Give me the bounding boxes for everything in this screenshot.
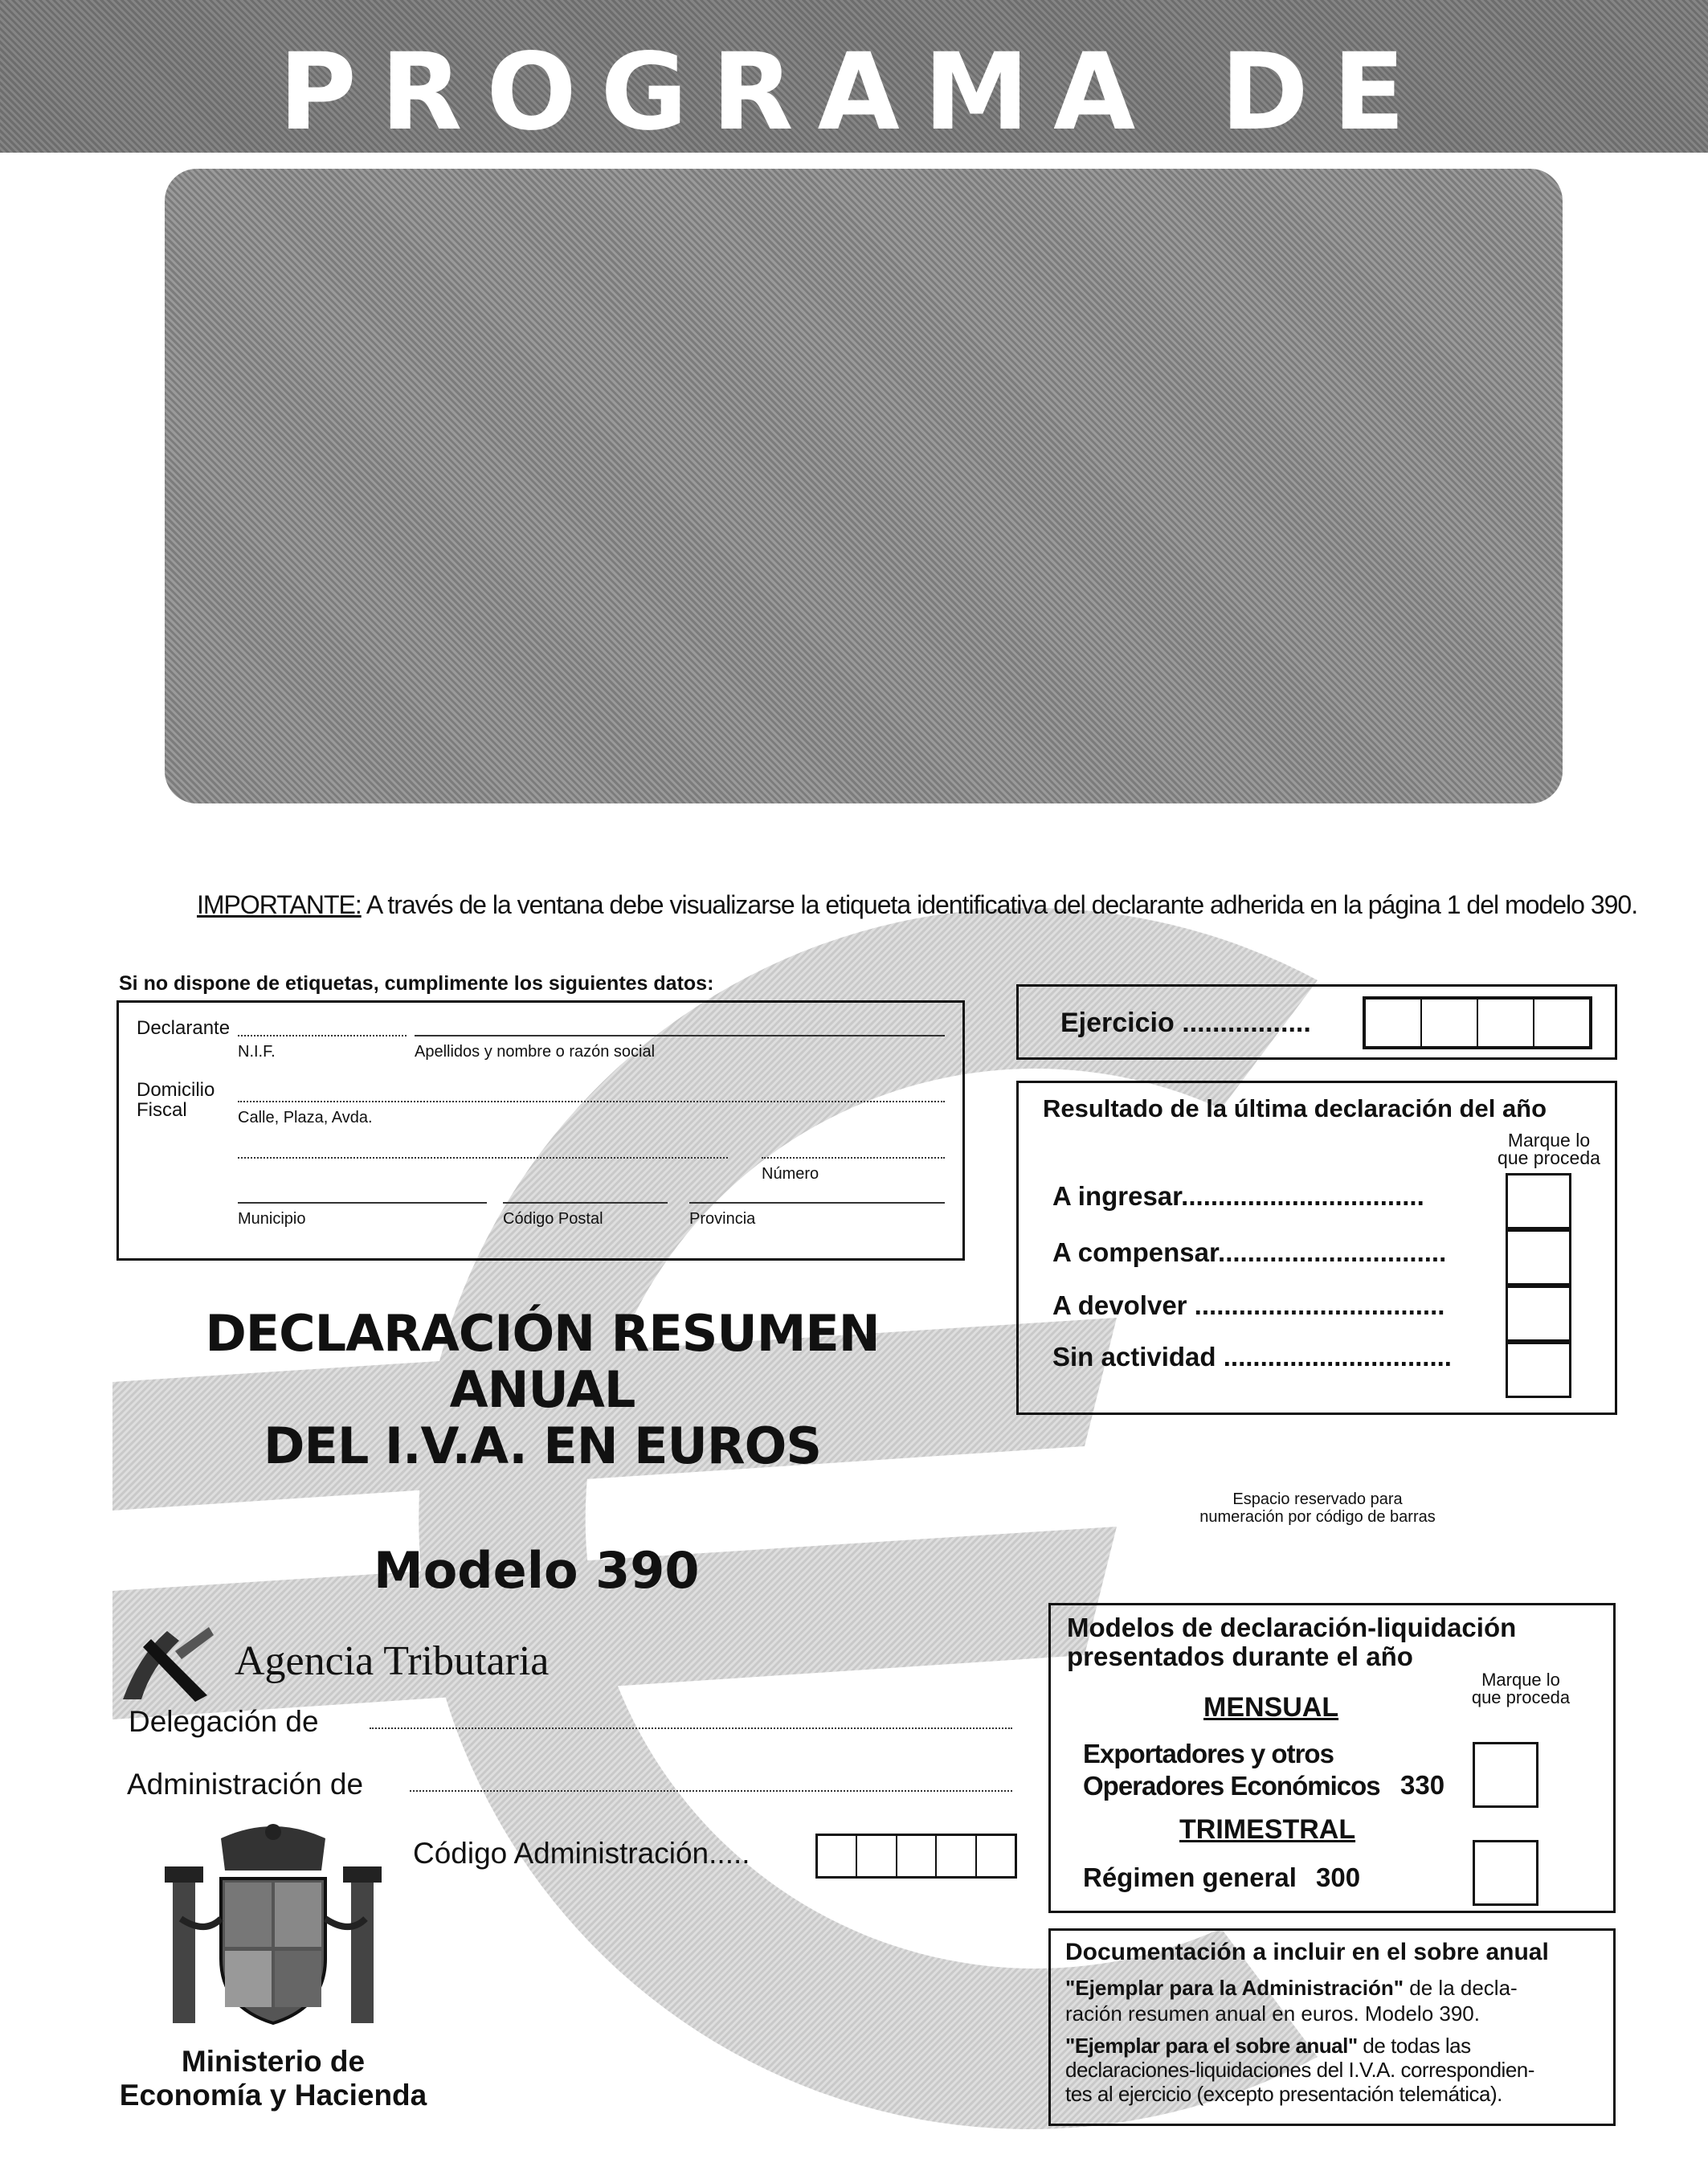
doc-p1-a: de la decla- [1404,1976,1518,2000]
doc-p2-a: de todas las [1357,2034,1471,2058]
doc-p2-c: tes al ejercicio (excepto presentación telemática). [1065,2082,1502,2106]
barcode-note [1141,1490,1494,1526]
modelos-title-line1: Modelos de declaración-liquidación [1067,1613,1517,1642]
ministerio-line2: Economía y Hacienda [119,2079,427,2112]
main-title-line3: DEL I.V.A. EN EUROS [264,1417,821,1475]
marque-line1: Marque lo [1507,1130,1591,1151]
resultado-item-sin-actividad: Sin actividad ............................... [1052,1342,1452,1372]
check-ingresar[interactable] [1506,1173,1571,1229]
doc-p2-b: declaraciones-liquidaciones del I.V.A. correspondien- [1065,2058,1534,2082]
trimestral-heading: TRIMESTRAL [1179,1814,1356,1845]
modelos-box [1048,1603,1616,1913]
declarante-label: Declarante [137,1017,231,1039]
agencia-logo-icon [119,1623,215,1703]
main-title-line2: ANUAL [449,1360,635,1419]
documentacion-box [1048,1928,1616,2126]
agencia-name: Agencia Tributaria [235,1638,550,1684]
regimen-label: Régimen general [1083,1862,1297,1892]
modelos-marque [1436,1671,1605,1707]
provincia-field[interactable] [689,1202,945,1204]
resultado-title: Resultado de la última declaración del año [1043,1094,1547,1122]
calle-field[interactable] [238,1101,945,1102]
nif-field[interactable] [238,1035,407,1036]
documentacion-title: Documentación a incluir en el sobre anual [1065,1939,1549,1965]
apellidos-label: Apellidos y nombre o razón social [415,1043,656,1061]
documentacion-p1 [1065,1975,1604,2026]
municipio-label: Municipio [238,1210,306,1228]
check-300[interactable] [1473,1840,1538,1906]
calle-label: Calle, Plaza, Avda. [238,1109,373,1126]
check-330[interactable] [1473,1742,1538,1808]
modelos-title-line2: presentados durante el año [1067,1642,1413,1671]
documentacion-p2 [1065,2034,1604,2106]
exportadores-line1: Exportadores y otros [1083,1739,1334,1768]
ejercicio-input[interactable] [1363,996,1592,1049]
datos-heading: Si no dispone de etiquetas, cumplimente los siguientes datos: [119,972,714,995]
datos-box [116,1000,965,1261]
exportadores-code: 330 [1400,1770,1445,1800]
exportadores-label [1083,1738,1380,1802]
provincia-label: Provincia [689,1210,756,1228]
municipio-field[interactable] [238,1202,487,1204]
modelo-390: Modelo 390 [374,1541,700,1600]
check-compensar[interactable] [1506,1229,1571,1286]
doc-p1-bold: "Ejemplar para la Administración" [1065,1976,1404,2000]
doc-p1-b: ración resumen anual en euros. Modelo 390. [1065,2001,1480,2026]
doc-p2-bold: "Ejemplar para el sobre anual" [1065,2034,1358,2058]
coat-of-arms-icon [157,1822,390,2039]
resultado-item-compensar: A compensar............................... [1052,1237,1447,1267]
numero-label: Número [762,1165,819,1183]
nif-label: N.I.F. [238,1043,276,1061]
ministerio [112,2045,434,2112]
exportadores-line2: Operadores Económicos [1083,1771,1380,1801]
marque-line2: que proceda [1498,1147,1600,1168]
resultado-item-ingresar: A ingresar................................. [1052,1181,1424,1211]
calle-field-2[interactable] [238,1157,728,1159]
modelos-marque-line1: Marque lo [1481,1670,1560,1690]
ejercicio-label: Ejercicio ................. [1060,1008,1311,1038]
main-title [121,1306,964,1474]
barcode-line1: Espacio reservado para [1232,1490,1403,1508]
fiscal-label: Fiscal [137,1099,187,1121]
main-title-line1: DECLARACIÓN RESUMEN [205,1304,880,1363]
barcode-line2: numeración por código de barras [1199,1508,1436,1526]
domicilio-label: Domicilio [137,1079,215,1101]
codigo-administracion-input[interactable] [815,1834,1017,1879]
codigo-administracion-label: Código Administración..... [413,1837,750,1870]
check-sin-actividad[interactable] [1506,1342,1571,1398]
mensual-heading: MENSUAL [1203,1692,1339,1723]
delegacion-label: Delegación de [129,1705,319,1738]
ministerio-line1: Ministerio de [181,2045,366,2078]
importante-label: IMPORTANTE: [197,890,362,919]
label-window [165,169,1563,803]
importante-text: A través de la ventana debe visualizarse la etiqueta identificativa del declarante adherida en la página 1 del modelo 390. [361,890,1638,919]
administracion-field[interactable] [410,1790,1012,1792]
ejercicio-box [1016,984,1617,1060]
administracion-label: Administración de [127,1768,364,1801]
apellidos-field[interactable] [415,1035,945,1036]
resultado-box [1016,1081,1617,1415]
numero-field[interactable] [762,1157,945,1159]
check-devolver[interactable] [1506,1286,1571,1342]
modelos-marque-line2: que proceda [1471,1687,1571,1707]
codigo-postal-field[interactable] [503,1202,668,1204]
resultado-marque [1489,1131,1609,1167]
codigo-postal-label: Código Postal [503,1210,603,1228]
delegacion-field[interactable] [370,1727,1012,1729]
modelos-title [1067,1613,1516,1671]
page-title: PROGRAMA DE [279,31,1429,154]
resultado-item-devolver: A devolver .................................. [1052,1290,1445,1320]
regimen-code: 300 [1316,1862,1361,1892]
importante-note [197,890,1643,920]
